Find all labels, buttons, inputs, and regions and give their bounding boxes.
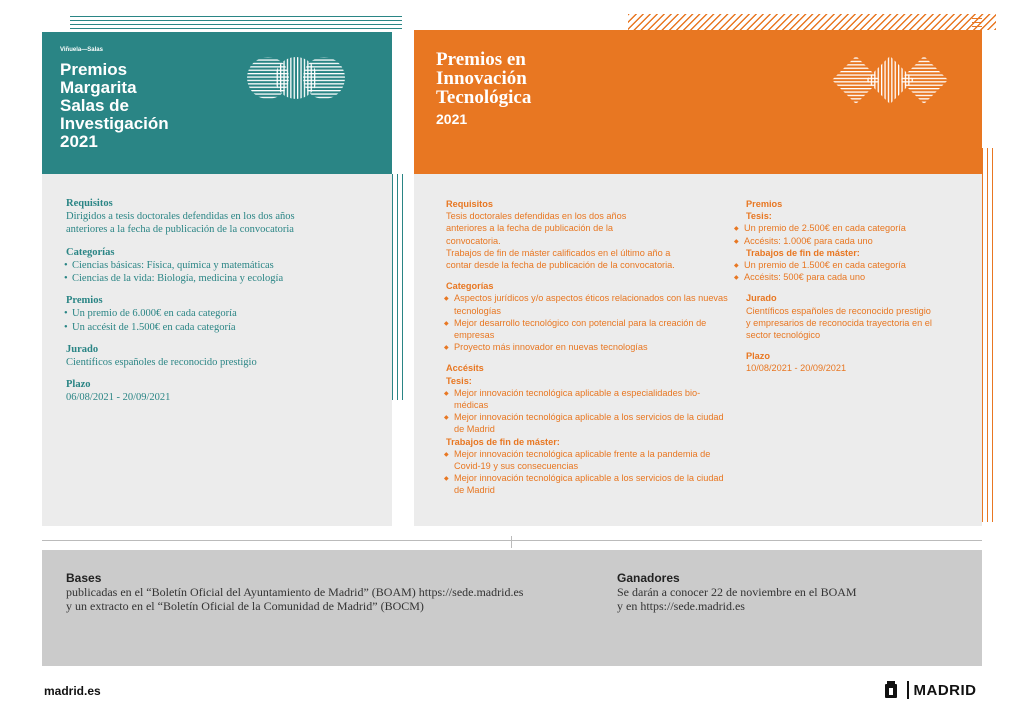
right-accesits-tesis-list: [446, 387, 730, 436]
right-accesits-tfm-list: [446, 448, 730, 497]
left-premios-list: [66, 307, 316, 333]
divider-line: [42, 540, 982, 541]
left-title-line: Salas de: [60, 96, 129, 115]
right-plazo-heading: Plazo: [746, 351, 770, 362]
site-url[interactable]: madrid.es: [44, 684, 101, 698]
stripe-block-top-right: [628, 14, 996, 30]
left-premios-heading: Premios: [66, 295, 103, 307]
right-premios-tesis-heading: Tesis:: [746, 211, 772, 222]
ganadores-line-1: Se darán a conocer 22 de noviembre en el BOAM: [617, 585, 857, 599]
bases-block: [66, 571, 586, 613]
right-categorias-list: [446, 292, 730, 353]
list-item: ◆ Accésits: 500€ para cada uno: [736, 271, 946, 283]
right-premios-heading: Premios: [746, 199, 783, 209]
list-item: ◆ Mejor desarrollo tecnológico con potencial para la creación de empresas: [446, 317, 730, 341]
left-title-line: Margarita: [60, 78, 137, 97]
left-plazo-text: 06/08/2021 - 20/09/2021: [66, 392, 171, 404]
list-item: ◆ Aspectos jurídicos y/o aspectos éticos relacionados con las nuevas tecnologías: [446, 292, 730, 316]
right-accesits-tesis-heading: Tesis:: [446, 375, 472, 386]
list-item: • Un premio de 6.000€ en cada categoría: [66, 307, 316, 320]
list-item: ◆ Mejor innovación tecnológica aplicable a los servicios de la ciudad de Madrid: [446, 472, 730, 496]
right-plazo-text: 10/08/2021 - 20/09/2021: [746, 363, 847, 374]
right-jurado-heading: Jurado: [746, 293, 777, 304]
madrid-brand: [884, 680, 977, 700]
ganadores-block: [617, 571, 957, 613]
stripe-block-top-left: [70, 16, 402, 32]
ganadores-heading: Ganadores: [617, 571, 680, 585]
ganadores-line-2: y en https://sede.madrid.es: [617, 599, 745, 613]
right-premios-tesis-list: [736, 222, 946, 246]
right-title-line: Tecnológica: [436, 87, 532, 108]
stripe-block-right-side: [982, 148, 996, 522]
list-item: • Ciencias básicas: Física, química y matemáticas: [66, 259, 316, 272]
list-item: • Ciencias de la vida: Biología, medicina y ecología: [66, 272, 316, 285]
right-premios-tfm-heading: Trabajos de fin de máster:: [746, 247, 860, 258]
bases-heading: Bases: [66, 571, 102, 585]
list-item: ◆ Proyecto más innovador en nuevas tecnologías: [446, 341, 730, 353]
stripe-block-left-side: [392, 174, 406, 400]
right-requisitos-p1: Tesis doctorales defendidas en los dos años anteriores a la fecha de publicación de la convocatoria.: [446, 211, 627, 246]
list-item: ◆ Mejor innovación tecnológica aplicable a los servicios de la ciudad de Madrid: [446, 411, 730, 435]
bases-line-1: publicadas en el “Boletín Oficial del Ayuntamiento de Madrid” (BOAM) https://sede.madrid.es: [66, 585, 524, 599]
right-accesits-heading: Accésits: [446, 363, 484, 374]
left-content: [66, 197, 316, 405]
bases-line-2: y un extracto en el “Boletín Oficial de la Comunidad de Madrid” (BOCM): [66, 599, 424, 613]
list-item: ◆ Mejor innovación tecnológica aplicable a especialidades bio-médicas: [446, 387, 730, 411]
left-categorias-heading: Categorías: [66, 246, 115, 258]
left-requisitos-text: Dirigidos a tesis doctorales defendidas en los dos años anteriores a la fecha de publicación de la convocatoria: [66, 211, 295, 236]
right-logo-diamonds: [830, 54, 950, 106]
left-title-line: 2021: [60, 132, 98, 151]
brand-name: MADRID: [913, 681, 977, 699]
right-requisitos-p2: Trabajos de fin de máster calificados en el último año a contar desde la fecha de publicación de la convocatoria.: [446, 247, 675, 271]
right-jurado-text: Científicos españoles de reconocido prestigio y empresarios de reconocida trayectoria en el sector tecnológico: [746, 305, 932, 341]
right-premios-tfm-list: [736, 259, 946, 283]
list-item: ◆ Mejor innovación tecnológica aplicable frente a la pandemia de Covid-19 y sus consecuencias: [446, 448, 730, 472]
right-accesits-tfm-heading: Trabajos de fin de máster:: [446, 436, 560, 447]
list-item: ◆ Un premio de 1.500€ en cada categoría: [736, 259, 946, 271]
right-title-line: Innovación: [436, 68, 527, 89]
left-requisitos-heading: Requisitos: [66, 198, 113, 209]
right-categorias-heading: Categorías: [446, 281, 494, 292]
left-title-line: Investigación: [60, 114, 169, 133]
list-item: • Un accésit de 1.500€ en cada categoría: [66, 321, 316, 334]
left-title: [60, 61, 169, 151]
brand-separator: [907, 681, 909, 699]
left-kicker: Viñuela—Salas: [60, 47, 103, 53]
divider-tick: [511, 536, 512, 548]
left-jurado-heading: Jurado: [66, 343, 99, 355]
stripe-block-right-top: [972, 18, 982, 28]
right-requisitos-heading: Requisitos: [446, 199, 493, 209]
left-title-line: Premios: [60, 60, 128, 79]
right-content-col2: [746, 198, 946, 375]
right-title-line: Premios en: [436, 49, 526, 70]
right-content-col1: [446, 198, 730, 497]
left-jurado-text: Científicos españoles de reconocido prestigio: [66, 357, 257, 369]
left-plazo-heading: Plazo: [66, 379, 91, 391]
left-categorias-list: [66, 259, 316, 285]
list-item: ◆ Un premio de 2.500€ en cada categoría: [736, 222, 946, 234]
right-title: [436, 50, 531, 129]
right-title-year: 2021: [436, 111, 468, 127]
madrid-crest-icon: [884, 681, 898, 699]
list-item: ◆ Accésits: 1.000€ para cada uno: [736, 235, 946, 247]
left-logo-circles: [246, 56, 346, 100]
